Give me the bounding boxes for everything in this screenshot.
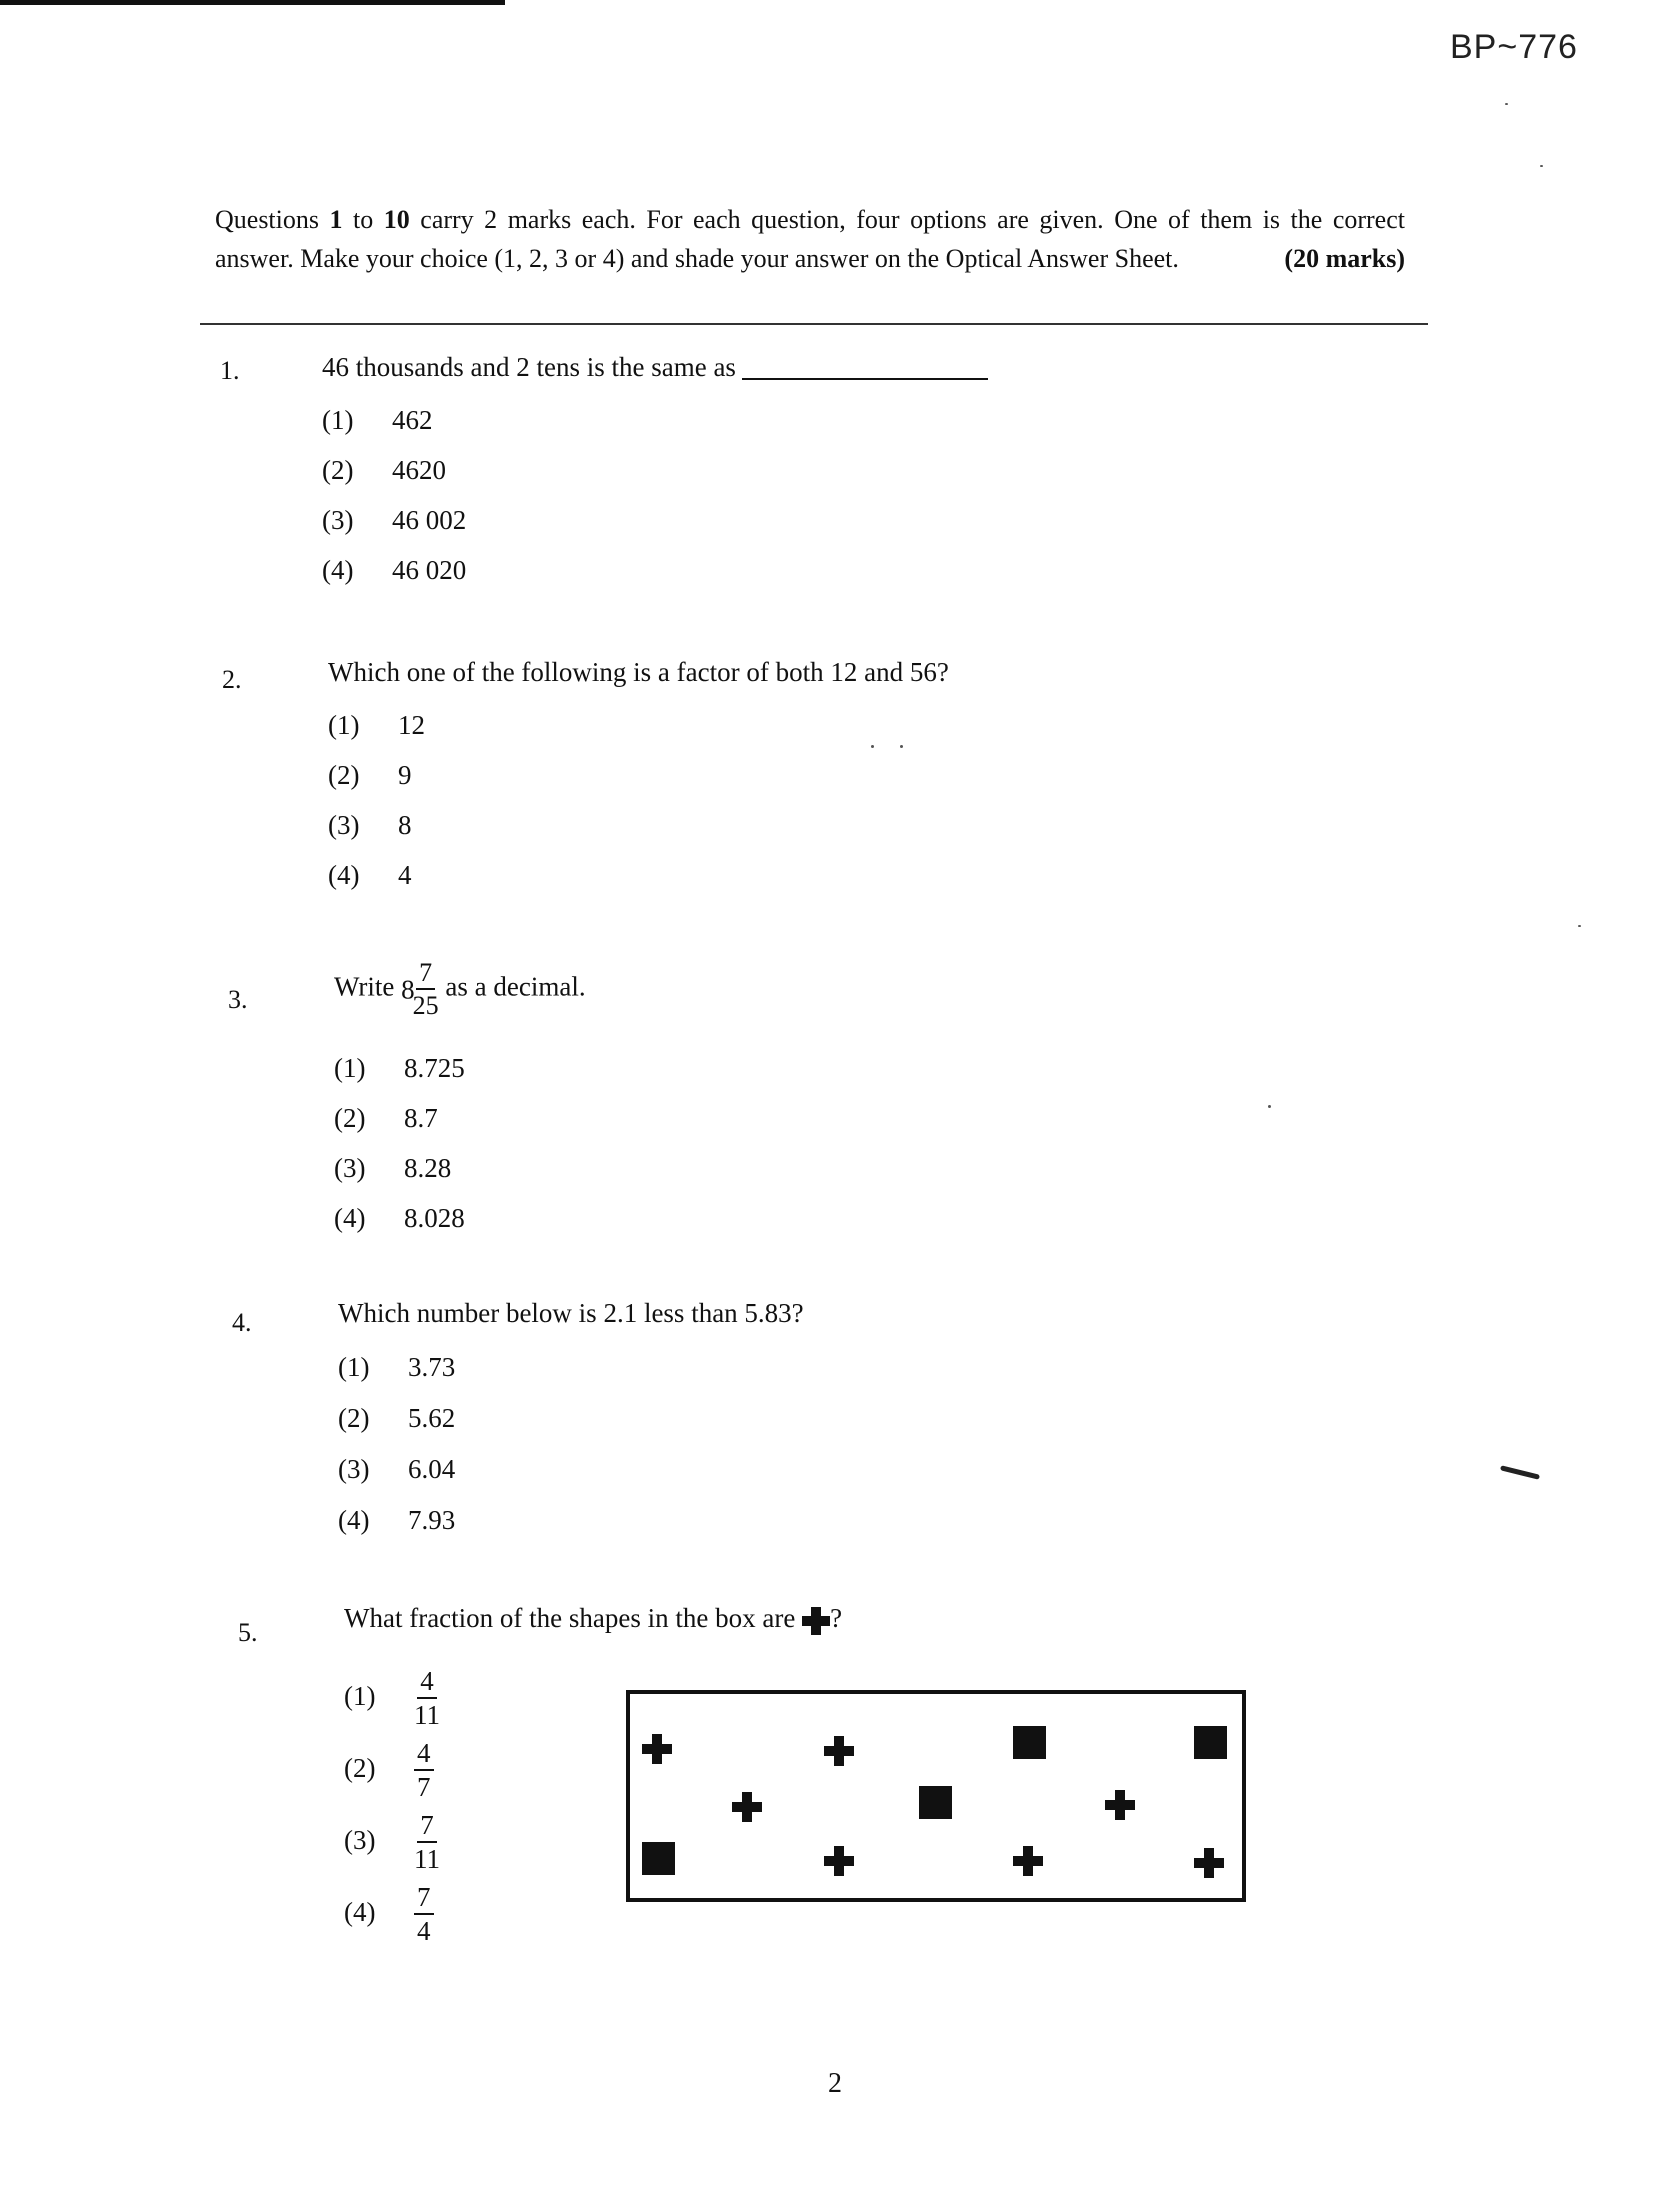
option-value: 12: [398, 710, 425, 740]
cross-shape: [732, 1792, 762, 1822]
option-label: (2): [328, 760, 360, 790]
option-label: (2): [322, 455, 354, 485]
mixed-fraction: [413, 960, 439, 1019]
option-label: (4): [328, 860, 360, 890]
instructions-text-start: Questions: [215, 205, 330, 234]
question-3-stem-start: Write: [334, 971, 395, 1002]
fraction-denominator: 4: [417, 1916, 431, 1946]
top-edge-line: [0, 0, 505, 5]
option-label: (1): [334, 1053, 366, 1083]
option-value: 462: [392, 405, 433, 435]
question-5-number: 5.: [238, 1618, 258, 1647]
section-divider: [200, 323, 1428, 325]
option-label: (1): [322, 405, 354, 435]
cross-shape: [642, 1734, 672, 1764]
question-4-option-2: [338, 1403, 455, 1434]
question-2-number: 2.: [222, 665, 242, 694]
question-3-number: 3.: [228, 985, 248, 1014]
option-value: 3.73: [408, 1352, 456, 1382]
section-marks: (20 marks): [1284, 244, 1405, 273]
question-2-option-4: [328, 860, 412, 891]
question-3-stem-end: as a decimal.: [445, 971, 586, 1002]
option-value: 8.28: [404, 1153, 452, 1183]
question-5-stem: What fraction of the shapes in the box are: [344, 1603, 796, 1633]
scan-speck: [1505, 103, 1508, 105]
question-1-option-2: [322, 455, 446, 486]
square-shape: [1194, 1726, 1227, 1759]
option-value: 8: [398, 810, 412, 840]
question-4-number: 4.: [232, 1308, 252, 1337]
fraction-numerator: 7: [416, 960, 435, 990]
scan-speck: [871, 745, 874, 748]
mixed-whole: 8: [401, 974, 415, 1004]
scan-speck: [900, 745, 903, 748]
last-question-number: 10: [383, 205, 410, 234]
fraction-numerator: 7: [414, 1884, 434, 1915]
cross-shape: [824, 1846, 854, 1876]
question-5-option-4: [344, 1884, 434, 1945]
scan-speck: [1268, 1105, 1271, 1108]
option-label: (2): [334, 1103, 366, 1133]
question-1-text: [322, 352, 988, 383]
fraction-denominator: 11: [414, 1844, 440, 1874]
square-shape: [919, 1786, 952, 1819]
option-value: 46 002: [392, 505, 467, 535]
question-1-stem: 46 thousands and 2 tens is the same as: [322, 352, 736, 382]
option-label: (3): [334, 1153, 366, 1183]
option-value: 8.028: [404, 1203, 465, 1233]
option-value: 7.93: [408, 1505, 456, 1535]
question-3-option-2: [334, 1103, 438, 1134]
question-3-option-3: [334, 1153, 451, 1184]
option-label: (2): [344, 1752, 376, 1783]
option-value: 4: [398, 860, 412, 890]
option-value: 5.62: [408, 1403, 456, 1433]
scan-speck: [1540, 165, 1543, 167]
cross-shape-icon: [802, 1607, 830, 1635]
question-1-option-4: [322, 555, 466, 586]
cross-shape: [824, 1736, 854, 1766]
option-label: (3): [344, 1824, 376, 1855]
question-3-option-1: [334, 1053, 465, 1084]
question-mark: ?: [830, 1603, 843, 1633]
question-2-option-3: [328, 810, 412, 841]
question-4-text: Which number below is 2.1 less than 5.83?: [338, 1298, 804, 1328]
instructions: [215, 200, 1405, 278]
option-label: (4): [322, 555, 354, 585]
question-5-option-2: [344, 1740, 434, 1801]
option-fraction: [414, 1740, 434, 1801]
instructions-text-rest: carry 2 marks each. For each question, four options are given. One of them is the correct answer. Make your choice (1, 2, 3 or 4) and shade your answer on the Optical Answer Sheet.: [215, 205, 1405, 273]
answer-blank: [742, 378, 988, 380]
question-5-option-3: [344, 1812, 440, 1873]
question-4-option-4: [338, 1505, 455, 1536]
question-3-option-4: [334, 1203, 465, 1234]
question-2-text: Which one of the following is a factor of both 12 and 56?: [328, 657, 949, 687]
fraction-denominator: 25: [412, 991, 439, 1020]
cross-shape: [1194, 1848, 1224, 1878]
option-label: (1): [338, 1352, 370, 1382]
mixed-number: [401, 958, 439, 1020]
option-value: 46 020: [392, 555, 467, 585]
fraction-numerator: 4: [417, 1668, 437, 1699]
option-fraction: [414, 1668, 440, 1729]
question-3-text: [334, 960, 586, 1019]
question-5-text: [344, 1603, 842, 1635]
square-shape: [1013, 1726, 1046, 1759]
question-4-option-1: [338, 1352, 455, 1383]
scan-mark: [1500, 1465, 1540, 1480]
option-label: (4): [338, 1505, 370, 1535]
option-value: 8.725: [404, 1053, 465, 1083]
question-2-option-1: [328, 710, 425, 741]
option-label: (2): [338, 1403, 370, 1433]
scan-speck: [1578, 925, 1581, 927]
question-4-option-3: [338, 1454, 455, 1485]
option-label: (4): [344, 1896, 376, 1927]
fraction-denominator: 7: [417, 1772, 431, 1802]
option-label: (1): [344, 1680, 376, 1711]
question-1-number: 1.: [220, 356, 240, 385]
paper-code: BP~776: [1450, 28, 1578, 66]
option-label: (3): [338, 1454, 370, 1484]
question-5-option-1: [344, 1668, 440, 1729]
shapes-box: [626, 1690, 1246, 1902]
question-2-option-2: [328, 760, 412, 791]
option-fraction: [414, 1812, 440, 1873]
option-label: (1): [328, 710, 360, 740]
option-value: 9: [398, 760, 412, 790]
option-fraction: [414, 1884, 434, 1945]
question-1-option-3: [322, 505, 466, 536]
option-value: 4620: [392, 455, 446, 485]
option-label: (3): [328, 810, 360, 840]
fraction-numerator: 7: [417, 1812, 437, 1843]
question-1-option-1: [322, 405, 433, 436]
cross-shape: [1105, 1790, 1135, 1820]
first-question-number: 1: [329, 205, 343, 234]
fraction-denominator: 11: [414, 1700, 440, 1730]
option-value: 8.7: [404, 1103, 438, 1133]
square-shape: [642, 1842, 675, 1875]
fraction-numerator: 4: [414, 1740, 434, 1771]
option-label: (3): [322, 505, 354, 535]
cross-shape: [1013, 1846, 1043, 1876]
instructions-text-to: to: [342, 205, 384, 234]
option-value: 6.04: [408, 1454, 456, 1484]
option-label: (4): [334, 1203, 366, 1233]
page-number: 2: [828, 2068, 842, 2099]
